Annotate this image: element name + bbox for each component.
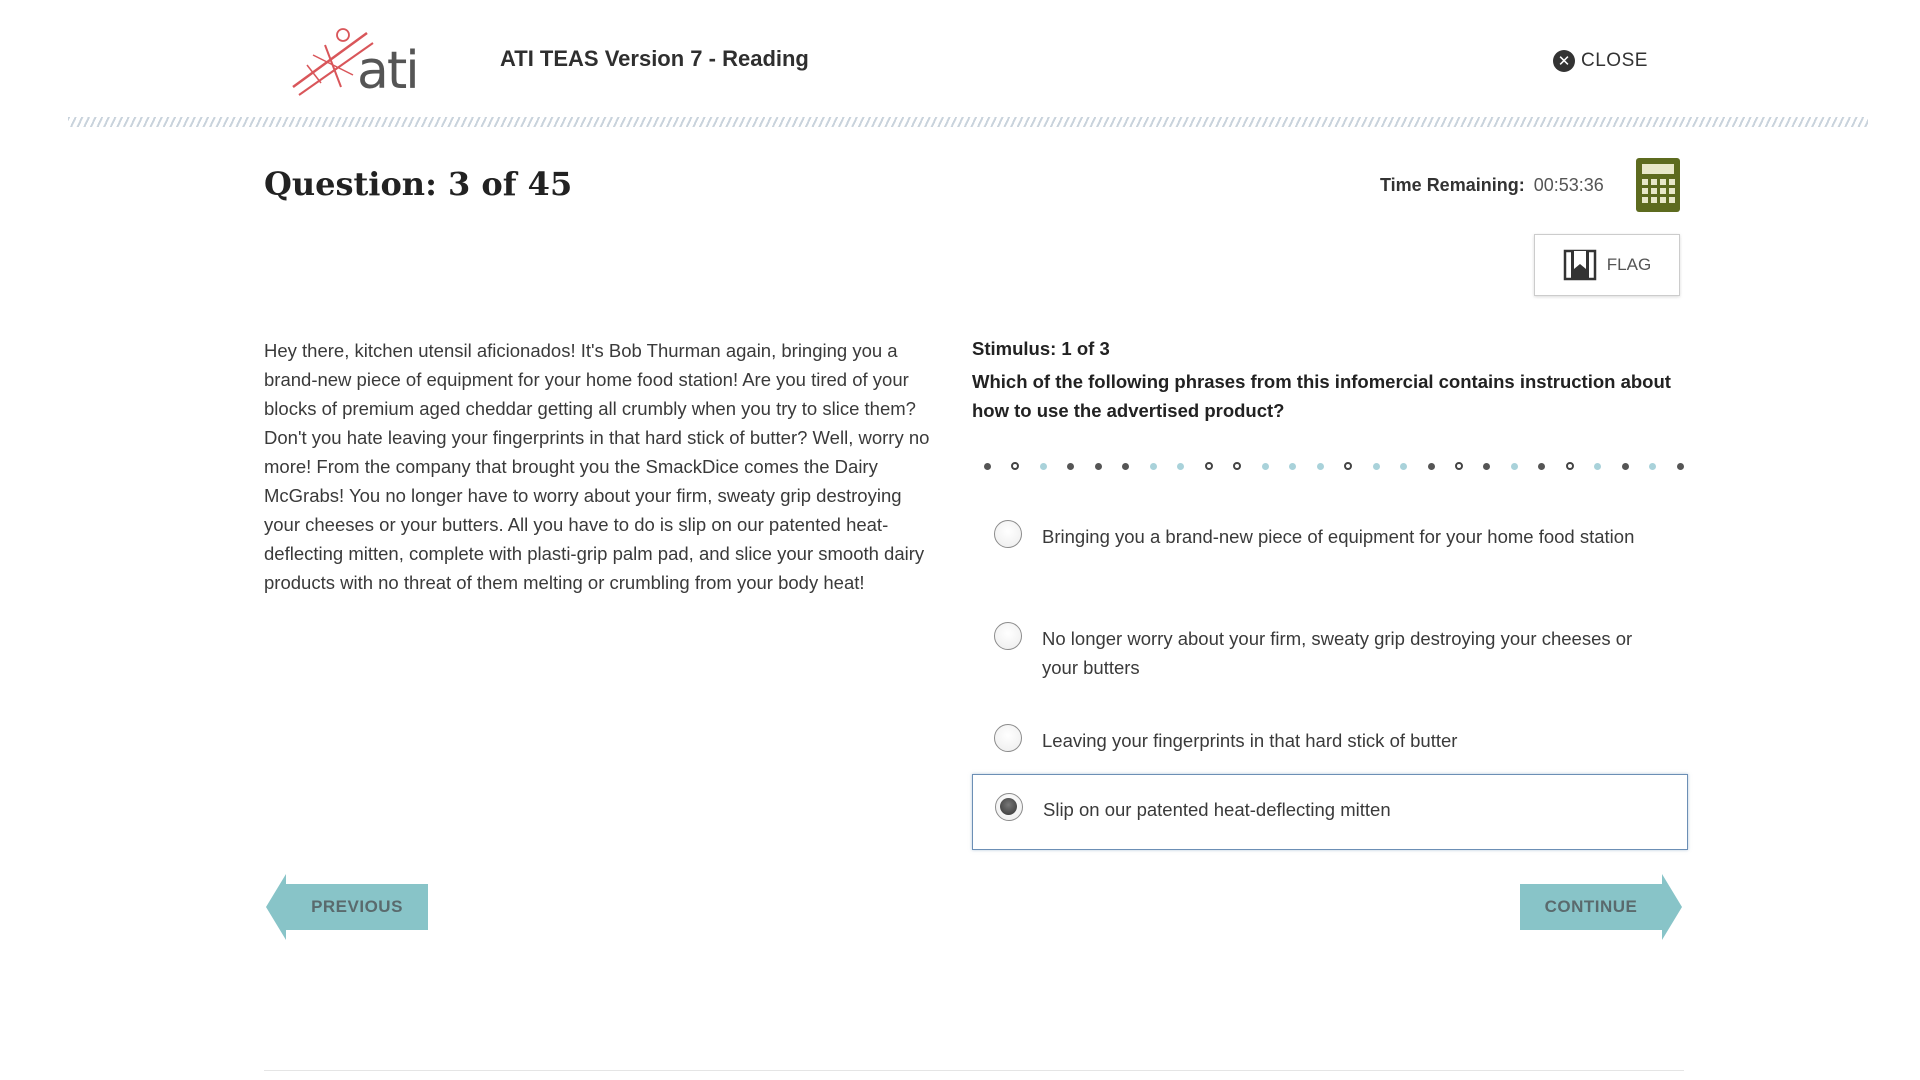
question-prompt: Which of the following phrases from this infomercial contains instruction about how to use the advertised product? [972, 371, 1671, 421]
close-icon: ✕ [1553, 50, 1575, 72]
progress-dot [1205, 462, 1213, 470]
answer-option-3[interactable] [972, 716, 1686, 762]
progress-dot [1262, 463, 1269, 470]
time-remaining-value: 00:53:36 [1533, 175, 1604, 195]
calculator-icon[interactable] [1636, 158, 1680, 212]
progress-dot [1233, 462, 1241, 470]
progress-dot [1400, 463, 1407, 470]
answer-radio[interactable] [994, 622, 1022, 650]
answer-option-2[interactable] [972, 614, 1686, 688]
progress-dot [1511, 463, 1518, 470]
previous-label: PREVIOUS [311, 897, 403, 916]
progress-dot [1622, 463, 1629, 470]
progress-dot [1677, 463, 1684, 470]
answer-text: No longer worry about your firm, sweaty grip destroying your cheeses or your butters [1042, 628, 1633, 678]
progress-dot [1177, 463, 1184, 470]
progress-dot [1040, 463, 1047, 470]
time-remaining-label: Time Remaining: [1380, 175, 1525, 195]
previous-button[interactable] [266, 874, 428, 940]
flag-button[interactable] [1534, 234, 1680, 296]
answer-text: Leaving your fingerprints in that hard stick of butter [1042, 730, 1458, 751]
answer-option-4-selected[interactable] [972, 774, 1688, 850]
progress-dot [1095, 463, 1102, 470]
app-title: ATI TEAS Version 7 - Reading [500, 46, 809, 71]
progress-dot [1373, 463, 1380, 470]
progress-dot [1538, 463, 1545, 470]
progress-dot [1067, 463, 1074, 470]
progress-dot [984, 463, 991, 470]
progress-dot [1428, 463, 1435, 470]
progress-dot [1150, 463, 1157, 470]
calculator-screen [1642, 164, 1674, 174]
answer-radio[interactable] [994, 520, 1022, 548]
flag-label: FLAG [1606, 255, 1652, 274]
calculator-keys [1642, 179, 1674, 203]
ati-logo [285, 25, 435, 105]
answer-radio-checked[interactable] [995, 793, 1023, 821]
progress-dot [1566, 462, 1574, 470]
progress-dot [1344, 462, 1352, 470]
answer-radio[interactable] [994, 724, 1022, 752]
progress-dot [1011, 462, 1019, 470]
bookmark-icon [1563, 249, 1597, 281]
progress-dot [1594, 463, 1601, 470]
time-remaining [1380, 175, 1604, 196]
stimulus-counter: Stimulus: 1 of 3 [972, 338, 1110, 359]
footer-divider [264, 1070, 1684, 1071]
question-progress-dots [984, 460, 1684, 472]
progress-dot [1483, 463, 1490, 470]
logo-text: ati [357, 41, 418, 101]
progress-dot [1122, 463, 1129, 470]
close-button[interactable] [1553, 50, 1648, 72]
question-counter: Question: 3 of 45 [264, 165, 573, 203]
answer-option-1[interactable] [972, 512, 1686, 586]
reading-passage: Hey there, kitchen utensil aficionados! It's Bob Thurman again, bringing you a brand-new piece of equipment for your home food station! Are you tired of your blocks of premium aged cheddar getting all crumbly when you try to slice them? Don't you hate leaving your fingerprints in that hard stick of butter? Well, worry no more! From the company that brought you the SmackDice comes the Dairy McGrabs! You no longer have to worry about your firm, sweaty grip destroying your cheeses or your butters. All you have to do is slip on our patented heat-deflecting mitten, complete with plasti-grip palm pad, and slice your smooth dairy products with no threat of them melting or crumbling from your body heat! [264, 340, 930, 593]
answer-text: Slip on our patented heat-deflecting mitten [1043, 799, 1391, 820]
progress-dot [1289, 463, 1296, 470]
progress-dot [1455, 462, 1463, 470]
progress-dot [1649, 463, 1656, 470]
progress-dot [1317, 463, 1324, 470]
continue-button[interactable] [1520, 874, 1682, 940]
header-divider [68, 117, 1868, 127]
close-label: CLOSE [1581, 50, 1648, 71]
continue-label: CONTINUE [1544, 897, 1638, 916]
answer-text: Bringing you a brand-new piece of equipment for your home food station [1042, 526, 1635, 547]
